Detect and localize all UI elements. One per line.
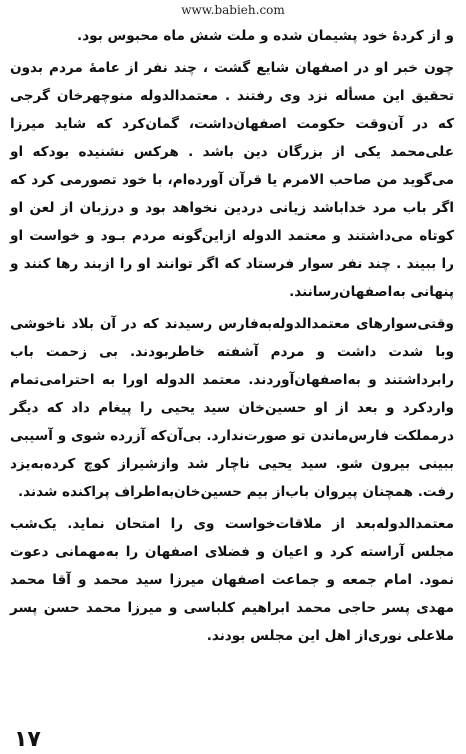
page-number: ۱۷ [14,727,41,752]
paragraph: وقتی‌سوارهای معتمدالدوله‌به‌فارس رسیدند که در آن بلاد ناخوشی وبا شدت داشت و مردم آشفته خاطربودند. بی زحمت باب رابرداشتند و به‌اصفهان‌آوردند. معتمد الدوله اورا به احترامی‌تمام واردکرد و بعد از او حسین‌خان سید یحیی را پیغام داد که دیگر درمملکت فارس‌ماندن تو صورت‌ندارد. بی‌آن‌که آزرده شوی و آسیبی ببینی بیرون شو. سید یحیی ناچار شد وازشیراز کوچ کرده‌به‌یزد رفت. همچنان پیروان باب‌از بیم حسین‌خان‌به‌اطراف پراکنده شدند. [10,316,454,500]
paragraph: و از کردهٔ خود پشیمان شده و ملت شش ماه محبوس بود. [77,28,454,44]
site-url: www.babieh.com [181,3,285,17]
body-text [10,22,454,650]
paragraph: چون خبر او در اصفهان شایع گشت ، چند نفر از عامهٔ مردم بدون تحقیق این مسأله نزد وی رفتند . معتمدالدوله منوچهرخان گرجی که در آن‌وقت حکومت اصفهان‌داشت، گمان‌کرد که شاید میرزا علی‌محمد یکی از بزرگان دین باشد . هرکس نشنیده بودکه او می‌گوید من صاحب الامرم یا قرآن آورده‌ام، با خود تصورمی کرد که اگر باب مرد خداباشد زیانی دردین نخواهد بود و درزبان از لعن او کوتاه می‌داشتند و معتمد الدوله ازاین‌گونه مردم بـود و خواست او را ببیند . چند نفر سوار فرستاد که اگر توانند او را ازبند رها کنند و پنهانی به‌اصفهان‌رسانند. [10,60,454,300]
paragraph: معتمدالدوله‌بعد از ملاقات‌خواست وی را امتحان نماید. یک‌شب مجلس آراسته کرد و اعیان و فضلای اصفهان را به‌مهمانی دعوت نمود. امام جمعه و جماعت اصفهان میرزا سید محمد و آقا محمد مهدی پسر حاجی محمد ابراهیم کلباسی و میرزا محمد حسن پسر ملاعلی نوری‌از اهل این مجلس بودند. [10,516,454,644]
